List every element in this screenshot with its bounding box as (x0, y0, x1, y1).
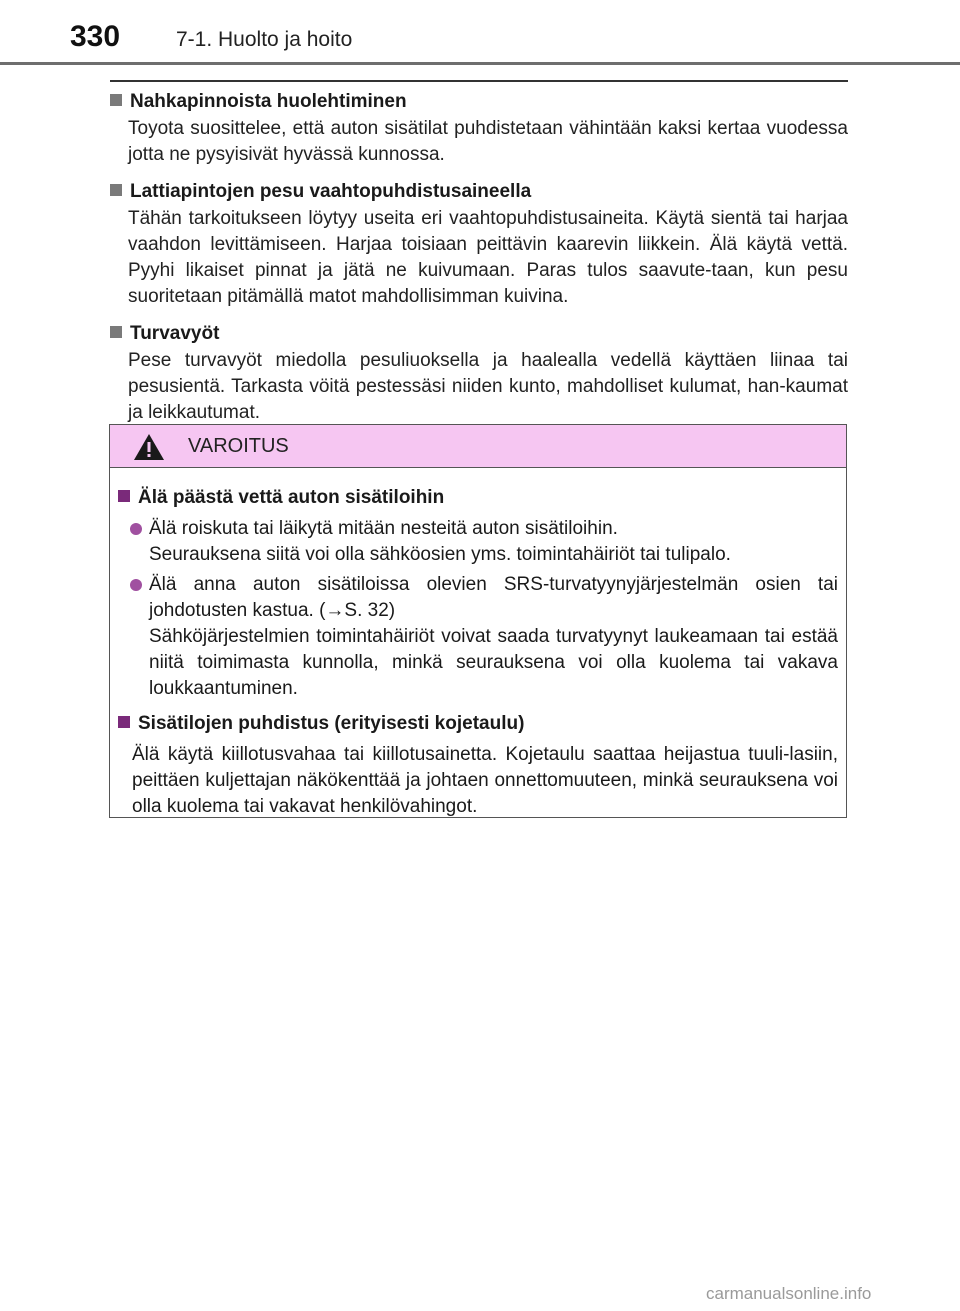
bullet-line: Sähköjärjestelmien toimintahäiriöt voivat saada turvatyynyt laukeamaan tai estää niitä toimimasta kunnolla, minkä seurauksena voi olla kuolema tai vakava loukkaantuminen. (149, 626, 838, 699)
square-bullet-icon (118, 490, 130, 502)
bullet-line: Seurauksena siitä voi olla sähköosien yms. toimintahäiriöt tai tulipalo. (149, 544, 731, 565)
warning-section-text: Älä käytä kiillotusvahaa tai kiillotusainetta. Kojetaulu saattaa heijastua tuuli-lasiin, peittäen kuljettajan näkökenttää ja johtaen onnettomuuteen, minkä seurauksena voi olla kuolema tai vakavat henkilövahingot. (132, 744, 838, 817)
header-rule (0, 62, 960, 65)
warning-triangle-icon (132, 432, 166, 462)
warning-box (109, 424, 847, 818)
warning-section-dashboard (118, 710, 838, 820)
chapter-title: 7-1. Huolto ja hoito (176, 28, 353, 51)
square-bullet-icon (118, 716, 130, 728)
page-header (0, 0, 960, 64)
warning-header (110, 425, 846, 468)
bullet-line: Älä anna auton sisätiloissa olevien SRS-turvatyynyjärjestelmän osien tai johdotusten kastua. (→S. 32) (149, 574, 838, 621)
page-number: 330 (70, 20, 121, 53)
section-body: Pese turvavyöt miedolla pesuliuoksella ja haalealla vedellä käyttäen liinaa tai pesusientä. Tarkasta vöitä pestessäsi niiden kunto, mahdolliset kulumat, han-kaumat ja leikkautumat. (128, 350, 848, 423)
section-title: Nahkapinnoista huolehtiminen (130, 91, 407, 112)
content-top-rule (110, 80, 848, 82)
round-bullet-icon (130, 523, 142, 535)
section-floor-cleaning (110, 178, 848, 310)
warning-section-title: Sisätilojen puhdistus (erityisesti kojetaulu) (138, 713, 525, 734)
warning-content (110, 468, 846, 820)
warning-section-water (118, 484, 838, 702)
section-body: Tähän tarkoitukseen löytyy useita eri vaahtopuhdistusaineita. Käytä sientä tai harjaa vaahdon levittämiseen. Harjaa toisiaan peittävin kaarevin liikkein. Älä käytä vettä. Pyyhi likaiset pinnat ja jätä ne kuivumaan. Paras tulos saavute-taan, kun pesu suoritetaan pitämällä matot mahdollisimman kuivina. (128, 208, 848, 307)
round-bullet-icon (130, 579, 142, 591)
content-sections (110, 88, 848, 436)
section-title: Turvavyöt (130, 323, 220, 344)
warning-section-title: Älä päästä vettä auton sisätiloihin (138, 487, 445, 508)
warning-bullet (130, 516, 838, 568)
bullet-line: Älä roiskuta tai läikytä mitään nesteitä auton sisätiloihin. (149, 518, 618, 539)
section-body: Toyota suosittelee, että auton sisätilat puhdistetaan vähintään kaksi kertaa vuodessa jotta ne pysyisivät hyvässä kunnossa. (128, 118, 848, 165)
section-leather-care (110, 88, 848, 168)
square-bullet-icon (110, 184, 122, 196)
warning-label: VAROITUS (188, 435, 289, 457)
section-seatbelts (110, 320, 848, 426)
section-title: Lattiapintojen pesu vaahtopuhdistusaineella (130, 181, 532, 202)
square-bullet-icon (110, 94, 122, 106)
warning-bullet (130, 572, 838, 702)
square-bullet-icon (110, 326, 122, 338)
watermark: carmanualsonline.info (706, 1284, 872, 1303)
